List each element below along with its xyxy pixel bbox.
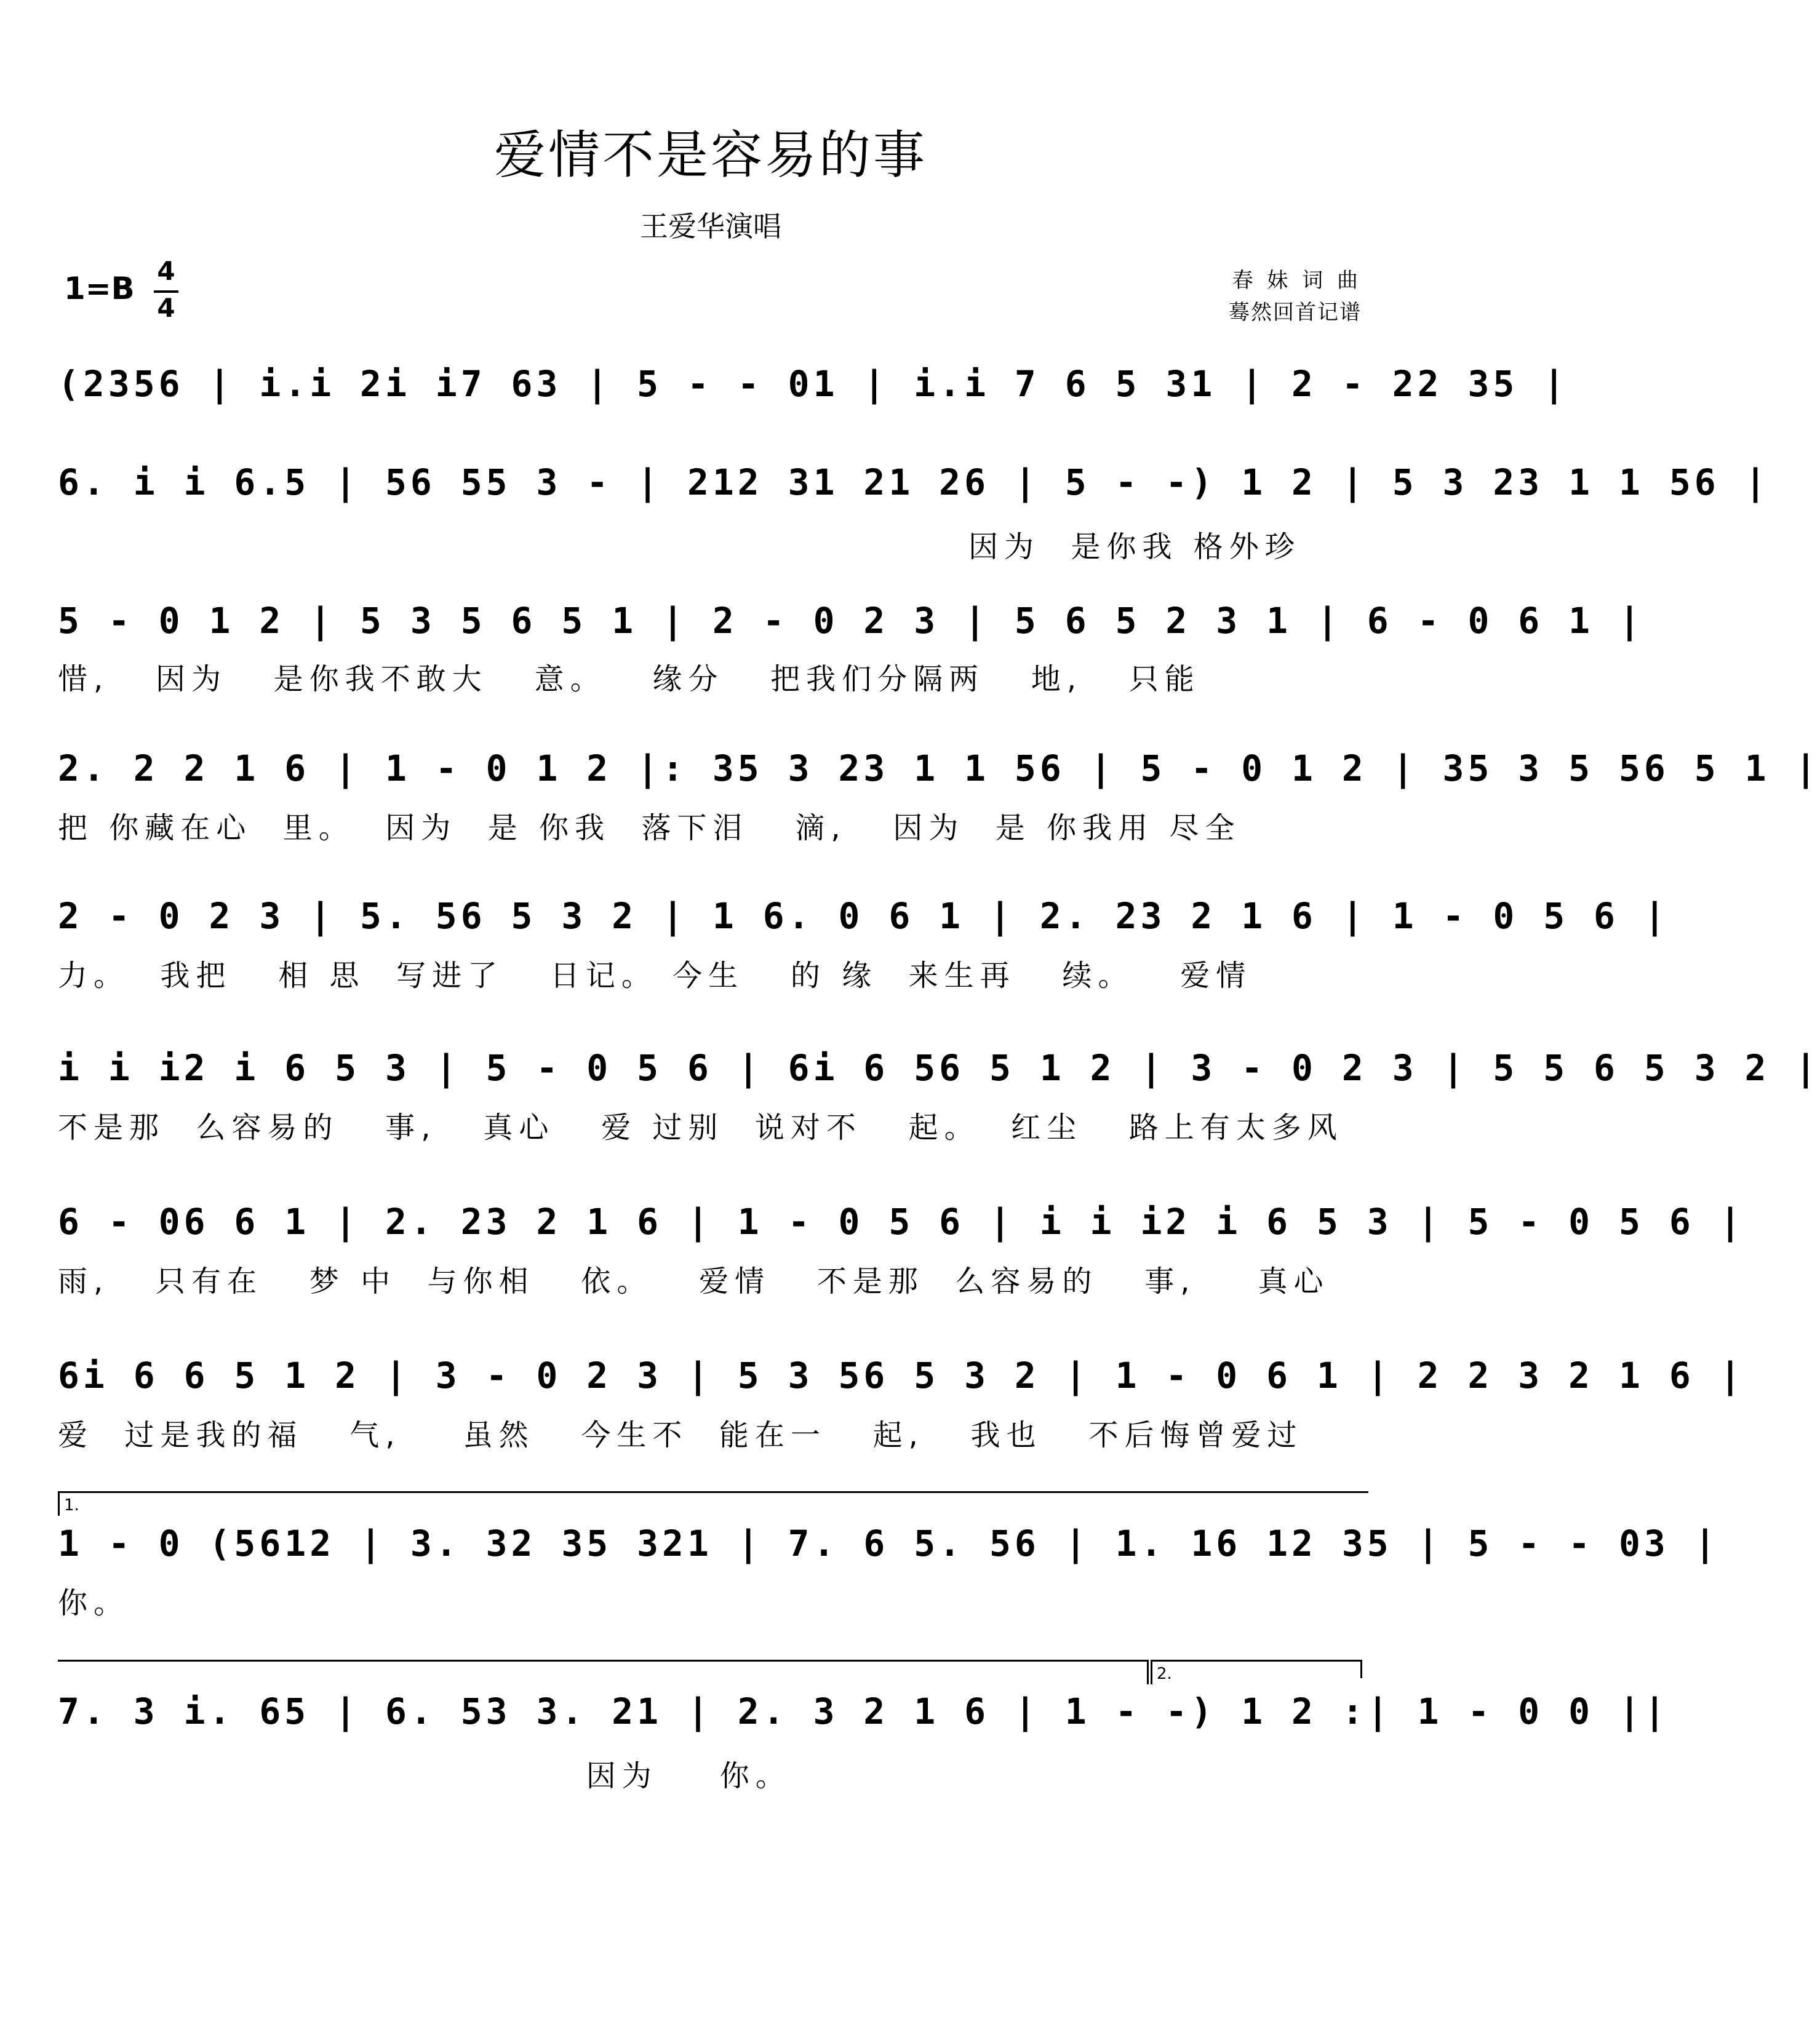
performer-line: 王爱华演唱 [640,210,781,243]
notation-line: 2 - 0 2 3 | 5. 56 5 3 2 | 1 6. 0 6 1 | 2. 23 2 1 6 | 1 - 0 5 6 | [58,895,1669,937]
notation-line: i i i2 i 6 5 3 | 5 - 0 5 6 | 6i 6 56 5 1 2 | 3 - 0 2 3 | 5 5 6 5 3 2 | [58,1047,1820,1089]
meter-bottom: 4 [157,293,175,323]
notation-line: 2. 2 2 1 6 | 1 - 0 1 2 |: 35 3 23 1 1 56 | 5 - 0 1 2 | 35 3 5 56 5 1 | [58,747,1820,789]
lyric-line: 你。 [58,1586,130,1620]
lyric-line: 爱 过是我的福 气, 虽然 今生不 能在一 起, 我也 不后悔曾爱过 [58,1418,1303,1452]
notation-line: 5 - 0 1 2 | 5 3 5 6 5 1 | 2 - 0 2 3 | 5 6 5 2 3 1 | 6 - 0 6 1 | [58,600,1644,642]
lyric-line: 把 你藏在心 里。 因为 是 你我 落下泪 滴, 因为 是 你我用 尽全 [58,811,1241,845]
lyric-line: 因为 是你我 格外珍 [968,530,1301,564]
second-ending-tick-right [1360,1660,1362,1678]
first-ending-bracket [58,1491,1368,1493]
notation-line: (2356 | i.i 2i i7 63 | 5 - - 01 | i.i 7 6 5 31 | 2 - 22 35 | [58,363,1569,405]
song-title: 爱情不是容易的事 [493,125,927,185]
notation-line: 7. 3 i. 65 | 6. 53 3. 21 | 2. 3 2 1 6 | 1 - -) 1 2 :| 1 - 0 0 || [58,1691,1669,1732]
meter-top: 4 [157,256,175,286]
notation-line: 6 - 06 6 1 | 2. 23 2 1 6 | 1 - 0 5 6 | i i i2 i 6 5 3 | 5 - 0 5 6 | [58,1201,1745,1243]
lyric-line: 力。 我把 相 思 写进了 日记。 今生 的 缘 来生再 续。 爱情 [58,958,1252,993]
credit-transcriber: 蓦然回首记谱 [1229,300,1362,325]
key-signature: 1=B [64,271,135,306]
repeat-continuation-tick [1147,1660,1149,1684]
notation-line: 1 - 0 (5612 | 3. 32 35 321 | 7. 6 5. 56 | 1. 16 12 35 | 5 - - 03 | [58,1523,1720,1564]
first-ending-label: 1. [64,1496,79,1515]
lyric-line: 雨, 只有在 梦 中 与你相 依。 爱情 不是那 么容易的 事, 真心 [58,1264,1330,1299]
lyric-line: 因为 你。 [58,1759,791,1793]
time-signature [154,258,178,326]
second-ending-tick-left [1151,1660,1152,1684]
lyric-line: 不是那 么容易的 事, 真心 爱 过别 说对不 起。 红尘 路上有太多风 [58,1110,1343,1145]
notation-line: 6. i i 6.5 | 56 55 3 - | 212 31 21 26 | 5 - -) 1 2 | 5 3 23 1 1 56 | [58,461,1770,503]
repeat-continuation-line [58,1660,1147,1662]
lyric-line: 惜, 因为 是你我不敢大 意。 缘分 把我们分隔两 地, 只能 [58,662,1200,696]
credit-lyrics-music: 春 妹 词 曲 [1232,268,1362,293]
second-ending-label: 2. [1157,1665,1172,1683]
second-ending-bracket [1151,1660,1362,1662]
first-ending-tick [58,1491,60,1516]
notation-line: 6i 6 6 5 1 2 | 3 - 0 2 3 | 5 3 56 5 3 2 | 1 - 0 6 1 | 2 2 3 2 1 6 | [58,1355,1745,1396]
